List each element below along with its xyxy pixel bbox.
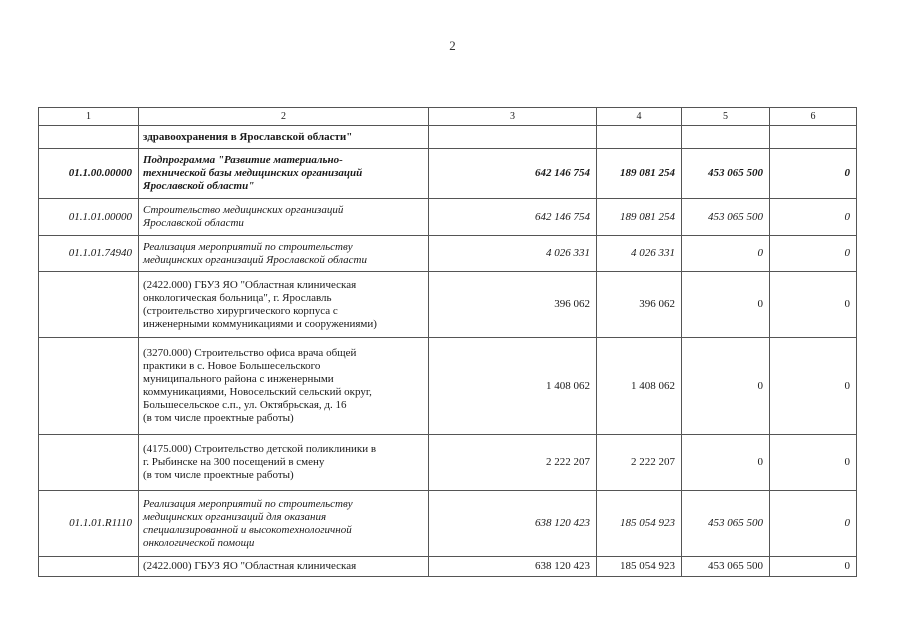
table-row <box>39 491 857 557</box>
column-header: 6 <box>770 108 857 126</box>
column-header: 4 <box>597 108 682 126</box>
row-value-col5: 453 065 500 <box>682 199 770 236</box>
row-total: 396 062 <box>429 272 597 338</box>
table-row <box>39 435 857 491</box>
row-value-col5: 0 <box>682 272 770 338</box>
row-code: 01.1.01.R1110 <box>39 491 139 557</box>
table-row <box>39 149 857 199</box>
row-value-col4: 185 054 923 <box>597 557 682 577</box>
row-total: 642 146 754 <box>429 149 597 199</box>
row-total: 4 026 331 <box>429 236 597 272</box>
row-value-col6: 0 <box>770 491 857 557</box>
row-total: 638 120 423 <box>429 491 597 557</box>
column-header: 3 <box>429 108 597 126</box>
row-value-col6: 0 <box>770 338 857 435</box>
table-row <box>39 236 857 272</box>
row-description: Реализация мероприятий по строительству медицинских организаций для оказания специализированной и высокотехнологичной онкологической помощи <box>139 491 429 557</box>
row-description: Реализация мероприятий по строительству медицинских организаций Ярославской области <box>139 236 429 272</box>
table-header-row <box>39 108 857 126</box>
row-total: 642 146 754 <box>429 199 597 236</box>
table-row <box>39 557 857 577</box>
budget-table <box>38 107 857 577</box>
column-header: 1 <box>39 108 139 126</box>
row-value-col4: 189 081 254 <box>597 199 682 236</box>
row-description: Подпрограмма "Развитие материально- технической базы медицинских организаций Ярославской области" <box>139 149 429 199</box>
row-value-col5: 0 <box>682 435 770 491</box>
row-description: (2422.000) ГБУЗ ЯО "Областная клиническая онкологическая больница", г. Ярославль (строительство хирургического корпуса с инженерными коммуникациями и сооружениями) <box>139 272 429 338</box>
row-value-col5: 0 <box>682 338 770 435</box>
table-row <box>39 272 857 338</box>
row-value-col4: 396 062 <box>597 272 682 338</box>
row-code: 01.1.01.74940 <box>39 236 139 272</box>
row-value-col6: 0 <box>770 199 857 236</box>
row-value-col6: 0 <box>770 272 857 338</box>
row-description: (2422.000) ГБУЗ ЯО "Областная клиническая <box>139 557 429 577</box>
row-description: (3270.000) Строительство офиса врача общей практики в с. Новое Большесельского муниципального района с инженерными коммуникациями, Новосельский сельский округ, Большесельское с.п., ул. Октябрьская, д. 16 (в том числе проектные работы) <box>139 338 429 435</box>
row-description: (4175.000) Строительство детской поликлиники в г. Рыбинске на 300 посещений в смену (в том числе проектные работы) <box>139 435 429 491</box>
row-value-col5: 453 065 500 <box>682 149 770 199</box>
page-number: 2 <box>449 38 456 53</box>
row-value-col6: 0 <box>770 236 857 272</box>
row-total <box>429 126 597 149</box>
row-value-col4: 185 054 923 <box>597 491 682 557</box>
row-value-col5 <box>682 126 770 149</box>
row-description: Строительство медицинских организаций Ярославской области <box>139 199 429 236</box>
column-header: 5 <box>682 108 770 126</box>
row-code <box>39 435 139 491</box>
row-total: 2 222 207 <box>429 435 597 491</box>
row-total: 1 408 062 <box>429 338 597 435</box>
row-value-col6 <box>770 126 857 149</box>
row-code: 01.1.00.00000 <box>39 149 139 199</box>
table-row <box>39 338 857 435</box>
row-value-col5: 453 065 500 <box>682 491 770 557</box>
row-code <box>39 272 139 338</box>
row-description: здравоохранения в Ярославской области" <box>139 126 429 149</box>
row-value-col6: 0 <box>770 149 857 199</box>
row-code <box>39 557 139 577</box>
row-value-col5: 0 <box>682 236 770 272</box>
row-value-col5: 453 065 500 <box>682 557 770 577</box>
row-total: 638 120 423 <box>429 557 597 577</box>
table-row <box>39 126 857 149</box>
row-code <box>39 126 139 149</box>
table-row <box>39 199 857 236</box>
row-code <box>39 338 139 435</box>
row-value-col4: 2 222 207 <box>597 435 682 491</box>
row-value-col4: 1 408 062 <box>597 338 682 435</box>
row-value-col4: 4 026 331 <box>597 236 682 272</box>
row-code: 01.1.01.00000 <box>39 199 139 236</box>
row-value-col4: 189 081 254 <box>597 149 682 199</box>
row-value-col4 <box>597 126 682 149</box>
row-value-col6: 0 <box>770 435 857 491</box>
row-value-col6: 0 <box>770 557 857 577</box>
column-header: 2 <box>139 108 429 126</box>
